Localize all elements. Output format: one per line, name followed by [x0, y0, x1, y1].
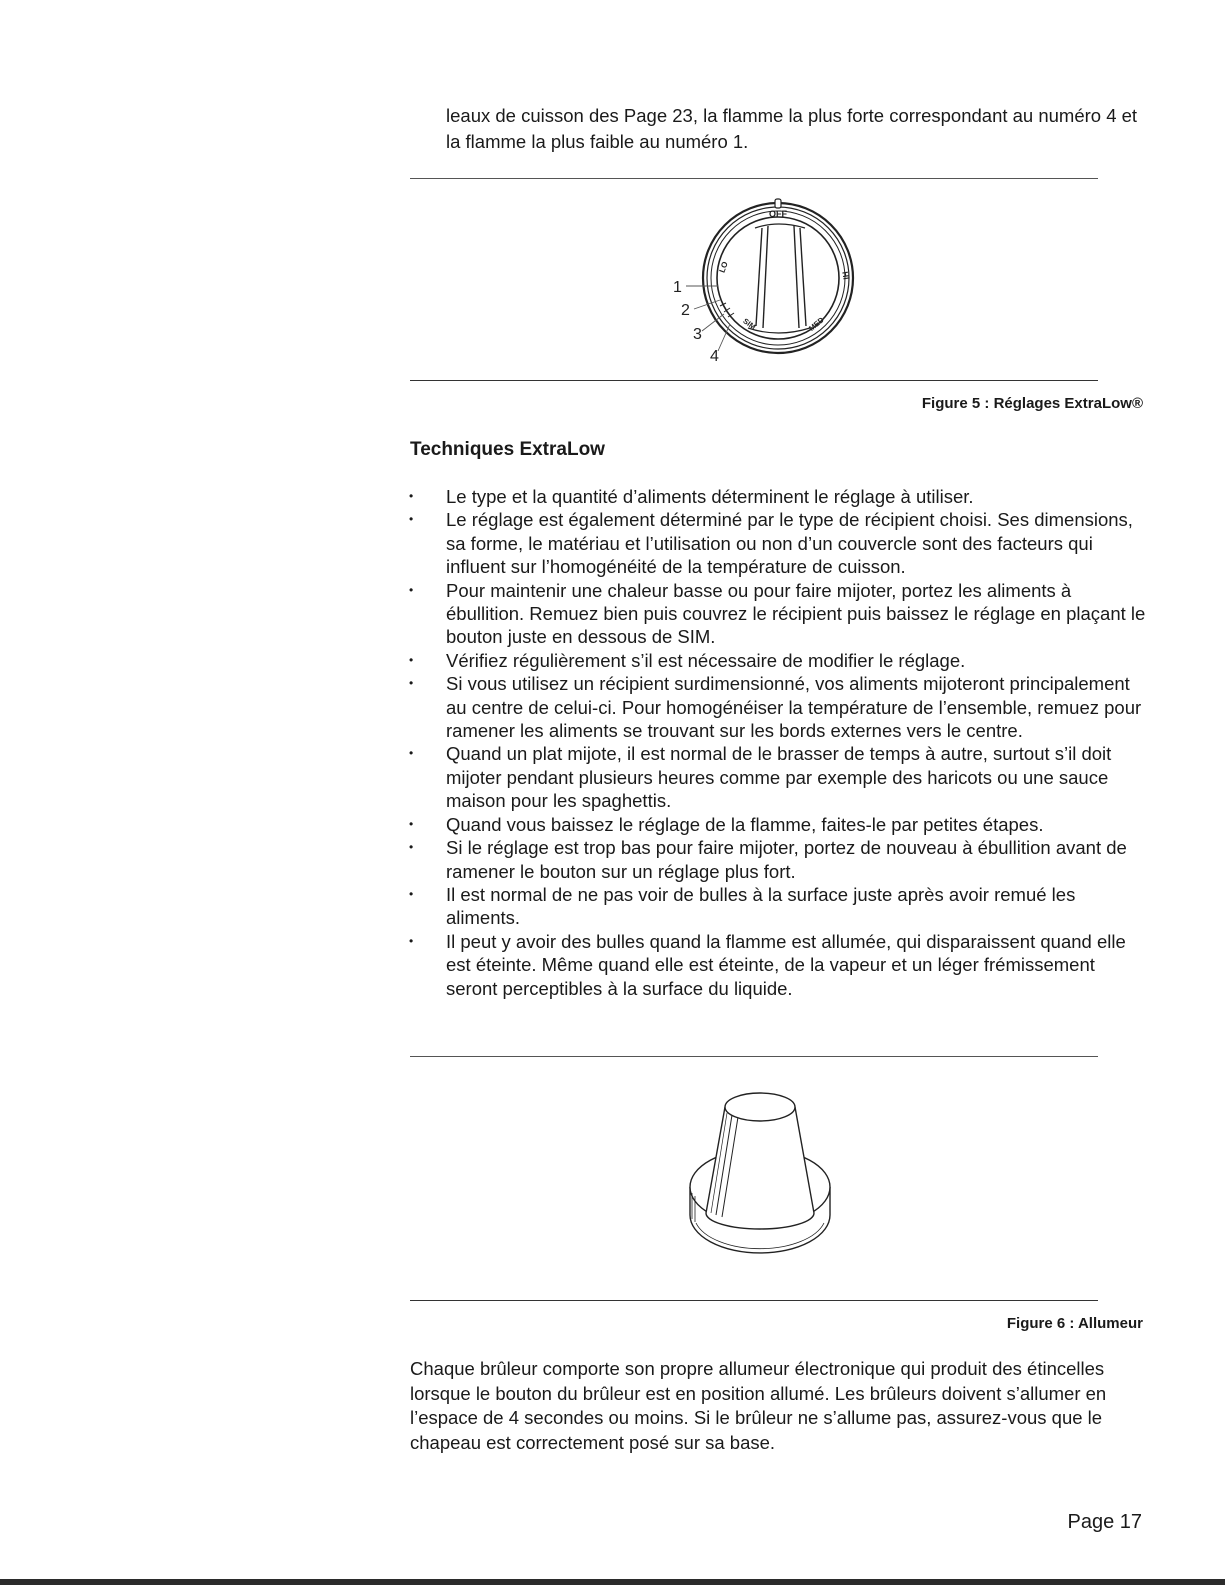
- bullet-dot: •: [409, 582, 414, 597]
- bullet-dot: •: [409, 746, 414, 761]
- list-item: [410, 742, 1148, 812]
- figure5-bottom-rule: [410, 380, 1098, 381]
- knob-label-lo: LO: [717, 260, 730, 274]
- list-item: [410, 485, 1148, 508]
- figure5-top-rule: [410, 178, 1098, 179]
- list-item: [410, 579, 1148, 649]
- page-number: Page 17: [1067, 1511, 1142, 1533]
- bullet-dot: •: [409, 676, 414, 691]
- list-item: [410, 508, 1148, 578]
- list-item: [410, 883, 1148, 930]
- callout-2: 2: [681, 302, 690, 319]
- list-item-text: Pour maintenir une chaleur basse ou pour faire mijoter, portez les aliments à ébullition. Remuez bien puis couvrez le récipient puis baissez le réglage en plaçant le bouton juste en dessous de SIM.: [446, 579, 1146, 648]
- list-item-text: Quand un plat mijote, il est normal de le brasser de temps à autre, surtout s’il doit mijoter pendant plusieurs heures comme par exemple des haricots ou une sauce maison pour les spaghettis.: [446, 743, 1112, 812]
- section-heading: Techniques ExtraLow: [410, 439, 605, 460]
- list-item: [410, 836, 1148, 883]
- list-item-text: Le réglage est également déterminé par le type de récipient choisi. Ses dimensions, sa forme, le matériau et l’utilisation ou non d’un couvercle sont des facteurs qui influent sur l’homogénéité de la température de cuisson.: [446, 509, 1133, 578]
- intro-paragraph: leaux de cuisson des Page 23, la flamme la plus forte correspondant au numéro 4 et la flamme la plus faible au numéro 1.: [446, 105, 1138, 152]
- bullet-dot: •: [409, 816, 414, 831]
- page-bottom-edge: [0, 1579, 1225, 1585]
- list-item: [410, 672, 1148, 742]
- bullet-dot: •: [409, 933, 414, 948]
- bullet-dot: •: [409, 886, 414, 901]
- list-item-text: Le type et la quantité d’aliments déterminent le réglage à utiliser.: [446, 486, 974, 507]
- list-item-text: Quand vous baissez le réglage de la flamme, faites-le par petites étapes.: [446, 813, 1044, 835]
- bullet-dot: •: [409, 512, 414, 527]
- callout-3: 3: [693, 326, 702, 343]
- knob-label-sim: SIM: [741, 316, 758, 332]
- list-item: [410, 813, 1148, 836]
- list-item: [410, 930, 1148, 1000]
- bullet-dot: •: [409, 652, 414, 667]
- figure6-top-rule: [410, 1056, 1098, 1057]
- bullet-dot: •: [409, 489, 414, 503]
- knob-label-hi: HI: [840, 270, 851, 281]
- technique-list: [410, 485, 1148, 1000]
- list-item: [410, 649, 1148, 672]
- callout-1: 1: [673, 279, 682, 296]
- figure6-caption: Figure 6 : Allumeur: [1006, 1315, 1143, 1332]
- list-item-text: Il est normal de ne pas voir de bulles à la surface juste après avoir remué les aliments.: [446, 883, 1076, 929]
- figure6-bottom-rule: [410, 1300, 1098, 1301]
- list-item-text: Il peut y avoir des bulles quand la flamme est allumée, qui disparaissent quand elle est éteinte. Même quand elle est éteinte, de la vapeur et un léger frémissement seront perceptibles à la surface du liquide.: [446, 930, 1126, 999]
- bullet-dot: •: [409, 840, 414, 855]
- figure5-caption: Figure 5 : Réglages ExtraLow®: [921, 395, 1143, 412]
- figure5-knob-illustration: [660, 188, 890, 373]
- list-item-text: Si le réglage est trop bas pour faire mijoter, portez de nouveau à ébullition avant de ramener le bouton sur un réglage plus fort.: [446, 837, 1127, 882]
- list-item-text: Vérifiez régulièrement s’il est nécessaire de modifier le réglage.: [446, 649, 966, 671]
- outro-paragraph: Chaque brûleur comporte son propre allumeur électronique qui produit des étincelles lorsque le bouton du brûleur est en position allumé. Les brûleurs doivent s’allumer en l’espace de 4 secondes ou moins. Si le brûleur ne s’allume pas, assurez-vous que le chapeau est correctement posé sur sa base.: [410, 1358, 1107, 1453]
- callout-4: 4: [710, 348, 719, 365]
- figure6-igniter-illustration: [680, 1075, 840, 1270]
- knob-label-off: OFF: [769, 209, 787, 219]
- knob-label-med: MED: [807, 315, 826, 333]
- list-item-text: Si vous utilisez un récipient surdimensionné, vos aliments mijoteront principalement au centre de celui-ci. Pour homogénéiser la température de l’ensemble, remuez pour ramener les aliments se trouvant sur les bords externes vers le centre.: [446, 673, 1142, 742]
